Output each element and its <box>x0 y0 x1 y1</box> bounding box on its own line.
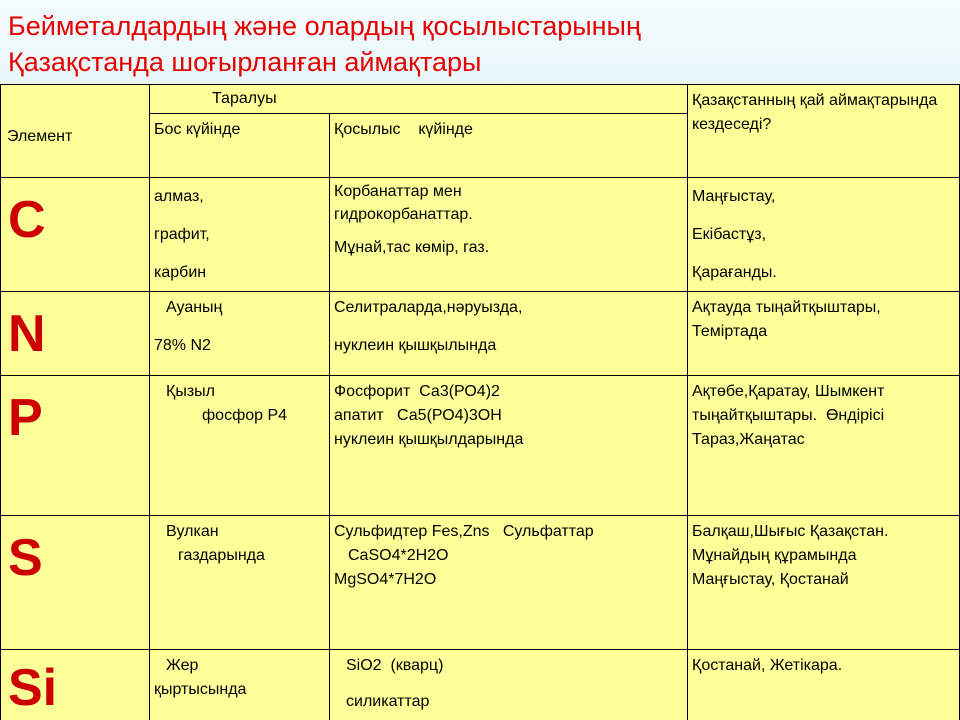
row-p-regions-line: тыңайтқыштары. Өндірісі <box>692 407 885 424</box>
title-line-2: Қазақстанда шоғырланған аймақтары <box>8 47 482 77</box>
title-line-1: Бейметалдардың және олардың қосылыстарының <box>8 11 641 41</box>
element-symbol-si: Si <box>0 650 150 720</box>
header-regions-label: Қазақстанның қай аймақтарында кездеседі? <box>692 92 938 133</box>
header-free-state <box>150 114 330 178</box>
element-symbol-p: P <box>0 376 150 516</box>
row-p-compound-line: Фосфорит Са3(РО4)2 <box>334 383 500 400</box>
row-c-regions-line: Маңғыстау, <box>692 188 776 205</box>
row-s-regions-line: Мұнайдың құрамында <box>692 547 857 564</box>
row-si-free <box>150 650 330 720</box>
row-c-free-line: карбин <box>154 264 207 281</box>
row-p-compound-line: апатит Са5(РО4)3ОН <box>334 407 502 424</box>
row-c-free-line: графит, <box>154 226 210 243</box>
row-c-compound-line: гидрокорбанаттар. <box>334 206 473 223</box>
row-c-free-line: алмаз, <box>154 188 204 205</box>
row-si-free-line: қыртысында <box>154 681 247 698</box>
row-si-regions <box>688 650 960 720</box>
row-c-compound-line: Корбанаттар мен <box>334 183 462 200</box>
row-c-compound <box>330 178 688 292</box>
row-s-regions-line: Балқаш,Шығыс Қазақстан. <box>692 523 889 540</box>
element-symbol-n: N <box>0 292 150 376</box>
row-s-compound-line: Сульфидтер Fes,Zns Сульфаттар <box>334 523 594 540</box>
row-si-regions-line: Қостанай, Жетікара. <box>692 657 843 674</box>
header-spread <box>150 84 688 114</box>
row-c-regions-line: Қарағанды. <box>692 264 777 281</box>
row-p-compound-line: нуклеин қышқылдарында <box>334 431 524 448</box>
row-p-free <box>150 376 330 516</box>
element-symbol-s: S <box>0 516 150 650</box>
row-n-compound-line: нуклеин қышқылында <box>334 337 497 354</box>
row-c-compound-line: Мұнай,тас көмір, газ. <box>334 239 490 256</box>
row-n-compound-line: Селитраларда,нәруызда, <box>334 299 523 316</box>
row-n-regions-line: Ақтауда тыңайтқыштары, <box>692 299 881 316</box>
row-s-free-line: Вулкан <box>166 523 219 540</box>
row-p-free-line: фосфор Р4 <box>202 407 288 424</box>
row-n-regions <box>688 292 960 376</box>
row-si-free-line: Жер <box>166 657 199 674</box>
row-p-regions-line: Тараз,Жаңатас <box>692 431 805 448</box>
row-p-regions-line: Ақтөбе,Қаратау, Шымкент <box>692 383 885 400</box>
row-si-compound <box>330 650 688 720</box>
header-element-label: Элемент <box>7 128 73 145</box>
header-compound-state <box>330 114 688 178</box>
row-c-regions-line: Екібастұз, <box>692 226 767 243</box>
row-c-free <box>150 178 330 292</box>
row-s-compound-line: CaSO4*2H2O <box>348 547 449 564</box>
row-p-compound <box>330 376 688 516</box>
row-n-free-line: Ауаның <box>166 299 223 316</box>
row-s-compound-line: MgSO4*7H2O <box>334 571 437 588</box>
row-n-compound <box>330 292 688 376</box>
header-regions <box>688 84 960 178</box>
row-si-compound-line: SiO2 (кварц) <box>346 657 444 674</box>
header-free-label: Бос күйінде <box>154 121 241 138</box>
element-symbol-c: C <box>0 178 150 292</box>
row-n-free-line: 78% N2 <box>154 337 211 354</box>
row-p-regions <box>688 376 960 516</box>
header-spread-label: Таралуы <box>212 90 277 107</box>
row-c-regions <box>688 178 960 292</box>
row-s-free <box>150 516 330 650</box>
row-n-free <box>150 292 330 376</box>
header-compound-label: Қосылыс күйінде <box>334 121 473 138</box>
row-p-free-line: Қызыл <box>166 383 215 400</box>
row-s-regions-line: Маңғыстау, Қостанай <box>692 571 849 588</box>
header-element <box>0 84 150 178</box>
row-si-compound-line: силикаттар <box>346 693 430 710</box>
row-s-compound <box>330 516 688 650</box>
row-s-free-line: газдарында <box>178 547 265 564</box>
row-s-regions <box>688 516 960 650</box>
row-n-regions-line: Теміртада <box>692 323 768 340</box>
